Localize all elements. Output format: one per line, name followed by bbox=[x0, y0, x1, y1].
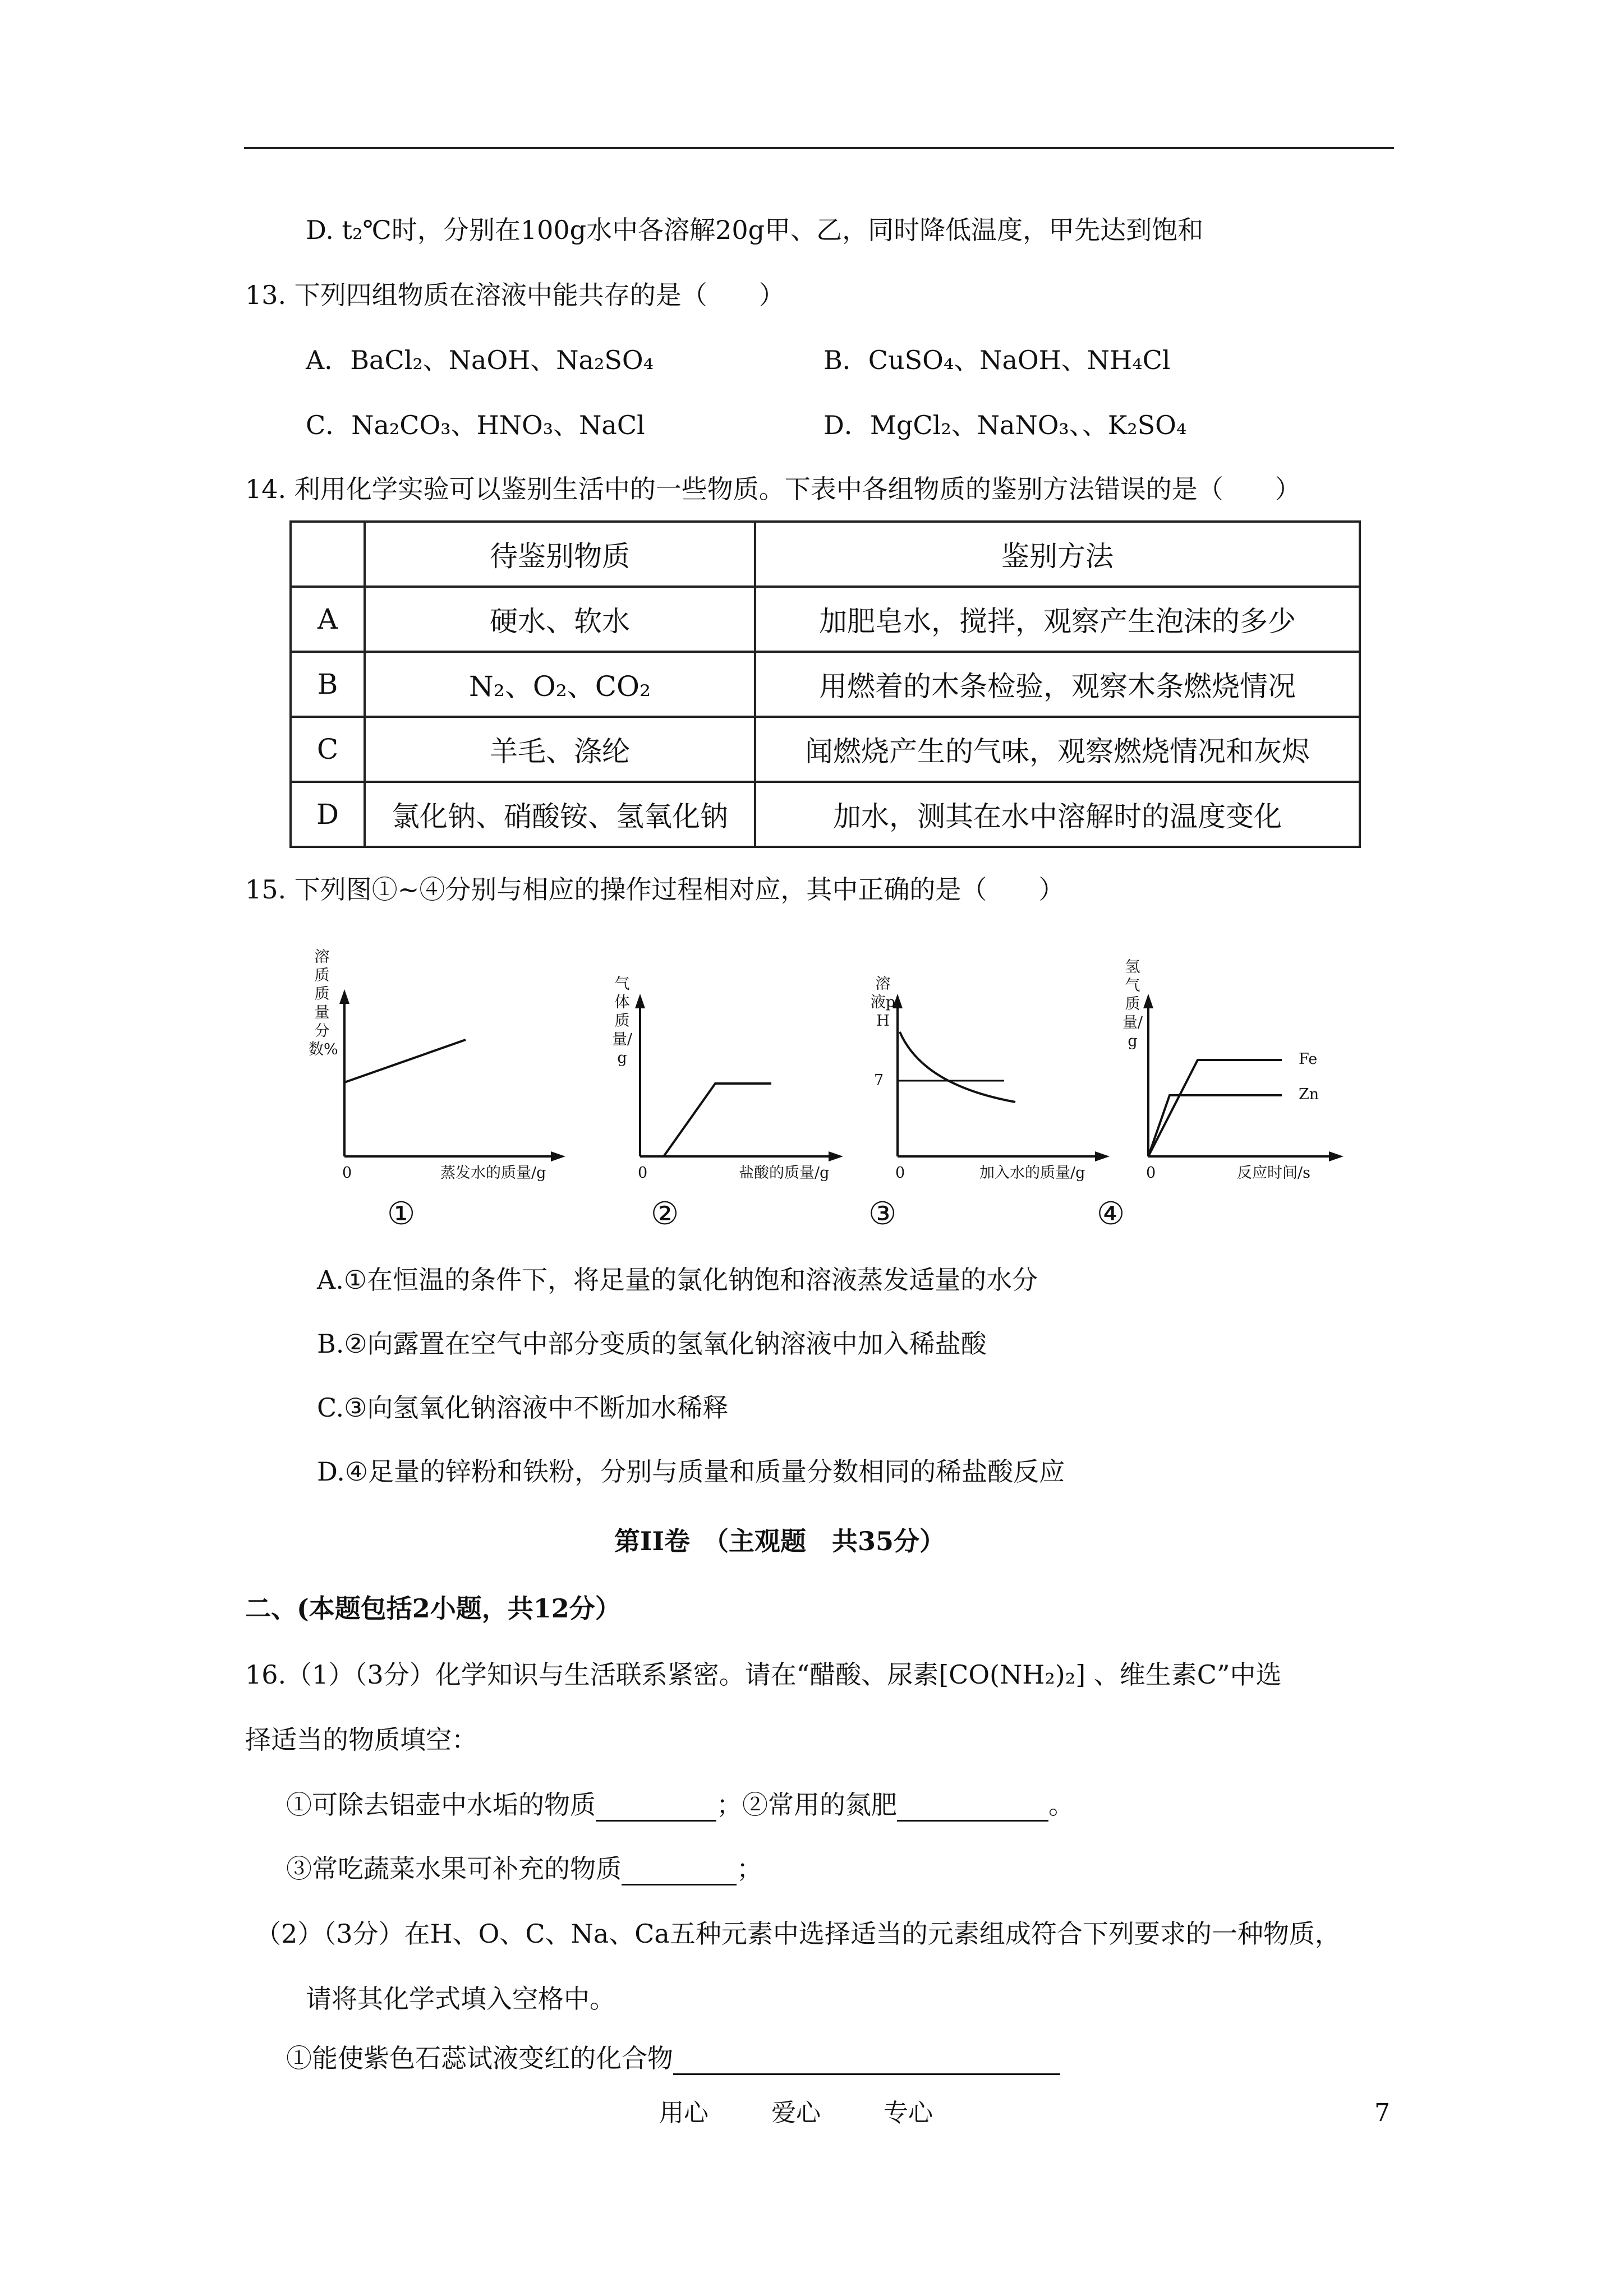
graph-1-origin: 0 bbox=[342, 1164, 352, 1182]
part2-title: 第II卷 （主观题 共35分） bbox=[614, 1526, 946, 1556]
graph-1 bbox=[309, 948, 578, 1195]
graph-3-y-arrow bbox=[892, 994, 903, 1008]
q13-option-b: B．CuSO₄、NaOH、NH₄Cl bbox=[823, 345, 1171, 375]
q15-option-a: A.①在恒温的条件下，将足量的氯化钠饱和溶液蒸发适量的水分 bbox=[317, 1265, 1038, 1295]
section-title: 二、(本题包括2小题，共12分） bbox=[245, 1593, 621, 1624]
page-number: 7 bbox=[1374, 2099, 1390, 2127]
footer-word-2: 爱心 bbox=[771, 2099, 821, 2127]
q15-option-c: C.③向氢氧化钠溶液中不断加水稀释 bbox=[317, 1393, 729, 1423]
graph-2-origin: 0 bbox=[638, 1164, 648, 1182]
q15-option-b: B.②向露置在空气中部分变质的氢氧化钠溶液中加入稀盐酸 bbox=[317, 1329, 987, 1359]
table-cell: 羊毛、涤纶 bbox=[365, 717, 755, 782]
graph-4-y-arrow bbox=[1143, 994, 1153, 1008]
graph-1-y-arrow bbox=[339, 989, 349, 1004]
graph-1-plot bbox=[309, 948, 578, 1195]
graph-4-ylabel: 氢气质量/g bbox=[1122, 958, 1143, 1050]
q15-option-d: D.④足量的锌粉和铁粉，分别与质量和质量分数相同的稀盐酸反应 bbox=[317, 1456, 1065, 1487]
graph-1-line bbox=[344, 1040, 466, 1082]
table-cell: 加水，测其在水中溶解时的温度变化 bbox=[755, 782, 1360, 847]
graph-3-ylabel: 溶液pH bbox=[870, 975, 896, 1030]
table-cell: D bbox=[291, 782, 365, 847]
q13-stem: 13. 下列四组物质在溶液中能共存的是（ ） bbox=[245, 280, 785, 310]
graph-2-y-arrow bbox=[635, 994, 645, 1008]
q16-line1: 16.（1）（3分）化学知识与生活联系紧密。请在“醋酸、尿素[CO(NH₂)₂] 、维生素C”中选 bbox=[245, 1659, 1282, 1690]
q14-table bbox=[289, 520, 1361, 848]
table-row bbox=[291, 587, 1360, 652]
q16-line3-text-c: 。 bbox=[1048, 1790, 1074, 1820]
table-header-cell: 鉴别方法 bbox=[755, 522, 1360, 587]
q16-line4 bbox=[286, 1852, 762, 1885]
graph-4-series-zn: Zn bbox=[1299, 1086, 1319, 1103]
table-cell: B bbox=[291, 652, 365, 717]
graph-2-number: ② bbox=[651, 1196, 679, 1232]
graph-4-xlabel: 反应时间/s bbox=[1237, 1164, 1310, 1182]
header-rule bbox=[244, 147, 1394, 149]
table-cell: 硬水、软水 bbox=[365, 587, 755, 652]
answer-blank-4[interactable] bbox=[673, 2046, 1060, 2075]
graph-4-zn-line bbox=[1148, 1095, 1282, 1156]
q16-line3-text-b: ；②常用的氮肥 bbox=[716, 1790, 897, 1820]
answer-blank-3[interactable] bbox=[622, 1857, 737, 1885]
q15-stem: 15. 下列图①~④分别与相应的操作过程相对应，其中正确的是（ ） bbox=[245, 874, 1065, 905]
graph-2-plot bbox=[609, 948, 878, 1195]
graph-4-origin: 0 bbox=[1146, 1164, 1156, 1182]
q16-part2-line3 bbox=[286, 2041, 1060, 2075]
graph-3-x-arrow bbox=[1095, 1151, 1110, 1161]
table-cell: 加肥皂水，搅拌，观察产生泡沫的多少 bbox=[755, 587, 1360, 652]
graph-1-ylabel: 溶质质量分数% bbox=[309, 948, 338, 1058]
q16-part2-line1: （2）（3分）在H、O、C、Na、Ca五种元素中选择适当的元素组成符合下列要求的一种物质， bbox=[255, 1919, 1341, 1949]
q14-stem: 14. 利用化学实验可以鉴别生活中的一些物质。下表中各组物质的鉴别方法错误的是（ ） bbox=[245, 474, 1301, 504]
table-cell: C bbox=[291, 717, 365, 782]
table-cell: A bbox=[291, 587, 365, 652]
table-row bbox=[291, 652, 1360, 717]
table-row bbox=[291, 782, 1360, 847]
table-cell: 氯化钠、硝酸铵、氢氧化钠 bbox=[365, 782, 755, 847]
table-cell: N₂、O₂、CO₂ bbox=[365, 652, 755, 717]
graph-2-line bbox=[664, 1084, 771, 1156]
q16-line2: 择适当的物质填空： bbox=[245, 1725, 477, 1755]
graph-3-origin: 0 bbox=[895, 1164, 905, 1182]
graph-2-xlabel: 盐酸的质量/g bbox=[739, 1164, 830, 1182]
graph-4-number: ④ bbox=[1097, 1196, 1125, 1232]
graph-3-plot bbox=[869, 948, 1139, 1195]
table-header-row bbox=[291, 522, 1360, 587]
q12-option-d: D. t₂℃时，分别在100g水中各溶解20g甲、乙，同时降低温度，甲先达到饱和 bbox=[306, 215, 1204, 245]
q16-line3 bbox=[286, 1788, 1074, 1822]
table-cell: 用燃着的木条检验，观察木条燃烧情况 bbox=[755, 652, 1360, 717]
graph-4 bbox=[1119, 948, 1388, 1195]
q13-option-c: C．Na₂CO₃、HNO₃、NaCl bbox=[306, 410, 645, 440]
q13-option-d: D．MgCl₂、NaNO₃、、K₂SO₄ bbox=[823, 410, 1187, 440]
graph-2-x-arrow bbox=[829, 1151, 843, 1161]
graph-3 bbox=[869, 948, 1139, 1195]
table-cell: 闻燃烧产生的气味，观察燃烧情况和灰烬 bbox=[755, 717, 1360, 782]
graph-3-xlabel: 加入水的质量/g bbox=[979, 1164, 1085, 1182]
graph-4-fe-line bbox=[1148, 1060, 1282, 1156]
graph-1-xlabel: 蒸发水的质量/g bbox=[440, 1164, 546, 1182]
q16-line3-text-a: ①可除去铝壶中水垢的物质 bbox=[286, 1790, 596, 1820]
answer-blank-2[interactable] bbox=[897, 1793, 1048, 1822]
graph-4-series-fe: Fe bbox=[1299, 1050, 1318, 1068]
q16-line4-text-a: ③常吃蔬菜水果可补充的物质 bbox=[286, 1854, 622, 1884]
table-header-cell bbox=[291, 522, 365, 587]
table-header-cell: 待鉴别物质 bbox=[365, 522, 755, 587]
graph-1-x-arrow bbox=[551, 1151, 565, 1161]
graph-4-x-arrow bbox=[1329, 1151, 1344, 1161]
graph-2 bbox=[609, 948, 878, 1195]
q16-part2-line3-text: ①能使紫色石蕊试液变红的化合物 bbox=[286, 2043, 673, 2073]
answer-blank-1[interactable] bbox=[596, 1793, 716, 1822]
graph-2-ylabel: 气体质量/g bbox=[611, 975, 633, 1067]
q13-option-a: A．BaCl₂、NaOH、Na₂SO₄ bbox=[306, 345, 654, 375]
graph-4-plot bbox=[1119, 948, 1388, 1195]
graph-3-tick: 7 bbox=[874, 1072, 884, 1089]
graph-1-number: ① bbox=[387, 1196, 416, 1232]
graph-3-curve bbox=[900, 1032, 1015, 1102]
table-row bbox=[291, 717, 1360, 782]
footer-word-1: 用心 bbox=[659, 2099, 709, 2127]
footer-word-3: 专心 bbox=[884, 2099, 933, 2127]
q16-part2-line2: 请将其化学式填入空格中。 bbox=[306, 1984, 615, 2014]
graph-3-number: ③ bbox=[868, 1196, 897, 1232]
q16-line4-text-b: ； bbox=[737, 1854, 762, 1884]
